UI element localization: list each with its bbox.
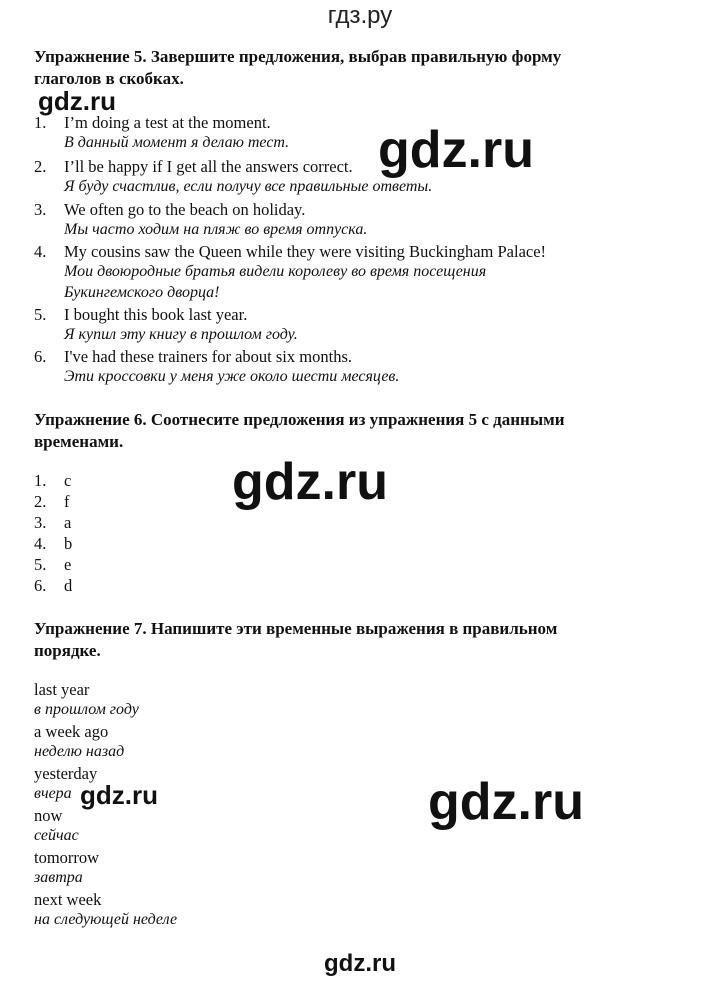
watermark: gdz.ru bbox=[232, 453, 388, 511]
sentence-russian: Мы часто ходим на пляж во время отпуска. bbox=[64, 221, 368, 238]
time-expression-russian: в прошлом году bbox=[34, 701, 139, 718]
answer-letter: f bbox=[64, 492, 70, 511]
exercise-5-heading bbox=[34, 46, 561, 90]
sentence-russian: Я купил эту книгу в прошлом году. bbox=[64, 326, 298, 343]
sentence-russian: Я буду счастлив, если получу все правильные ответы. bbox=[64, 178, 433, 195]
answer-letter: a bbox=[64, 513, 72, 532]
sentence-english: I've had these trainers for about six months. bbox=[64, 347, 352, 366]
sentence-english: My cousins saw the Queen while they were visiting Buckingham Palace! bbox=[64, 242, 547, 261]
time-expression-english: last year bbox=[34, 680, 90, 699]
sentence-english: I bought this book last year. bbox=[64, 305, 248, 324]
watermark: gdz.ru bbox=[38, 86, 116, 116]
answer-letter: b bbox=[64, 534, 73, 553]
time-expression-english: yesterday bbox=[34, 764, 98, 783]
answer-number: 2. bbox=[34, 492, 47, 511]
sentence-russian: Эти кроссовки у меня уже около шести месяцев. bbox=[64, 368, 400, 385]
exercise-6-heading-line-1: Упражнение 6. Соотнесите предложения из упражнения 5 с данными bbox=[34, 410, 565, 429]
item-number: 2. bbox=[34, 157, 47, 176]
answer-number: 4. bbox=[34, 534, 47, 553]
sentence-russian-continued: Букингемского дворца! bbox=[64, 284, 220, 301]
time-expression-russian: вчера bbox=[34, 785, 72, 802]
time-expression-russian: сейчас bbox=[34, 827, 79, 844]
sentence-english: I’m doing a test at the moment. bbox=[64, 113, 271, 132]
answer-letter: d bbox=[64, 576, 73, 595]
exercise-7-heading-line-1: Упражнение 7. Напишите эти временные выражения в правильном bbox=[34, 619, 558, 638]
sentence-english: We often go to the beach on holiday. bbox=[64, 200, 306, 219]
item-number: 4. bbox=[34, 242, 47, 261]
exercise-5-heading-line-2: глаголов в скобках. bbox=[34, 69, 184, 88]
time-expression-russian: завтра bbox=[34, 869, 83, 886]
answer-number: 3. bbox=[34, 513, 47, 532]
exercise-5-heading-line-1: Упражнение 5. Завершите предложения, выбрав правильную форму bbox=[34, 47, 562, 66]
exercise-7-heading-line-2: порядке. bbox=[34, 641, 101, 660]
item-number: 3. bbox=[34, 200, 47, 219]
watermark: gdz.ru bbox=[428, 773, 584, 831]
site-footer: gdz.ru bbox=[324, 950, 396, 977]
time-expression-english: next week bbox=[34, 890, 102, 909]
answer-letter: c bbox=[64, 471, 72, 490]
exercise-6-heading-line-2: временами. bbox=[34, 432, 124, 451]
time-expression-russian: на следующей неделе bbox=[34, 911, 178, 928]
sentence-russian: Мои двоюродные братья видели королеву во время посещения bbox=[64, 263, 487, 280]
item-number: 6. bbox=[34, 347, 47, 366]
time-expression-english: a week ago bbox=[34, 722, 109, 741]
exercise-6-heading bbox=[34, 409, 565, 453]
time-expression-english: tomorrow bbox=[34, 848, 100, 867]
exercise-7-heading bbox=[34, 618, 557, 662]
watermark: gdz.ru bbox=[378, 121, 534, 179]
answer-letter: e bbox=[64, 555, 72, 574]
answer-number: 1. bbox=[34, 471, 47, 490]
sentence-english: I’ll be happy if I get all the answers correct. bbox=[64, 157, 353, 176]
item-number: 1. bbox=[34, 113, 47, 132]
watermark: gdz.ru bbox=[80, 780, 158, 810]
answer-number: 5. bbox=[34, 555, 47, 574]
sentence-russian: В данный момент я делаю тест. bbox=[64, 134, 290, 151]
item-number: 5. bbox=[34, 305, 47, 324]
site-title: гдз.ру bbox=[327, 2, 393, 29]
answer-number: 6. bbox=[34, 576, 47, 595]
time-expression-english: now bbox=[34, 806, 63, 825]
time-expression-russian: неделю назад bbox=[34, 743, 125, 760]
